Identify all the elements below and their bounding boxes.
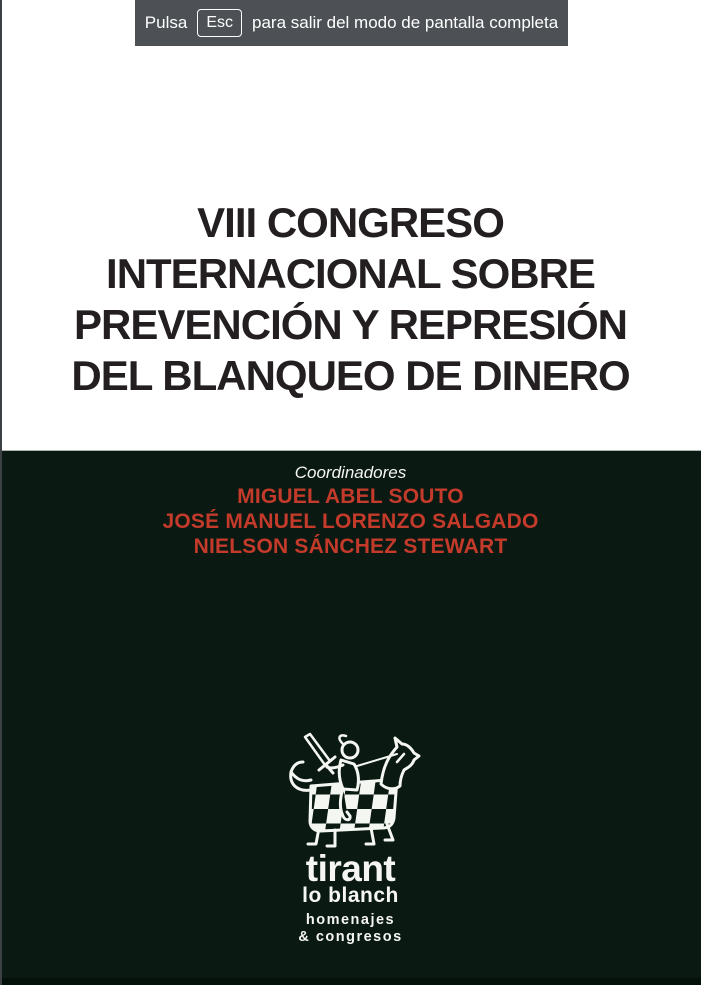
coordinator-name: NIELSON SÁNCHEZ STEWART bbox=[193, 535, 508, 558]
collection-label-homenajes: homenajes bbox=[305, 912, 396, 928]
book-title-line: PREVENCIÓN Y REPRESIÓN bbox=[74, 301, 627, 348]
cover-bottom-edge bbox=[0, 978, 701, 985]
notice-suffix-text: para salir del modo de pantalla completa bbox=[252, 13, 559, 32]
collection-label-congresos: & congresos bbox=[298, 929, 403, 945]
notice-prefix-text: Pulsa bbox=[144, 13, 188, 32]
fullscreen-exit-notice bbox=[135, 0, 568, 46]
window-left-edge bbox=[0, 0, 2, 985]
book-title-line: DEL BLANQUEO DE DINERO bbox=[71, 352, 630, 399]
coordinators-label: Coordinadores bbox=[294, 463, 407, 482]
book-cover-upper bbox=[0, 0, 701, 451]
book-title-line: VIII CONGRESO bbox=[197, 199, 504, 246]
coordinator-name: JOSÉ MANUEL LORENZO SALGADO bbox=[162, 510, 539, 533]
publisher-wordmark-lo-blanch: lo blanch bbox=[302, 884, 399, 907]
book-title bbox=[0, 197, 701, 401]
esc-key-hint: Esc bbox=[197, 9, 242, 37]
publisher-wordmark-tirant: tirant bbox=[305, 848, 396, 889]
knight-on-horse-icon bbox=[283, 732, 423, 856]
coordinators-block bbox=[0, 462, 701, 559]
coordinator-name: MIGUEL ABEL SOUTO bbox=[237, 485, 464, 508]
book-cover-lower bbox=[0, 451, 701, 985]
book-title-line: INTERNACIONAL SOBRE bbox=[106, 250, 595, 297]
